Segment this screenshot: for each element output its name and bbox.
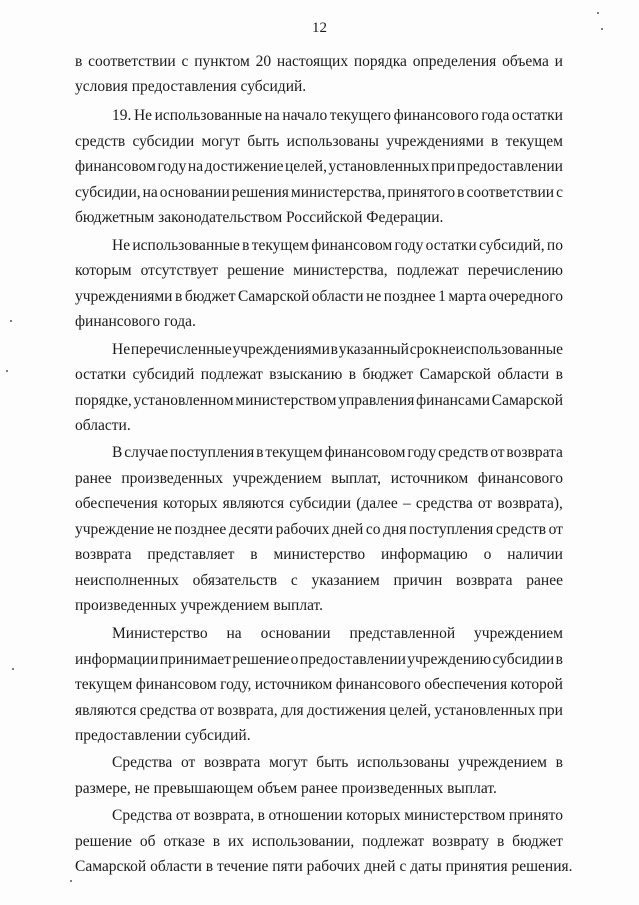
scan-speck (70, 880, 72, 882)
text-line: Не перечисленные учреждениями в указанный срок неиспользованные (112, 341, 563, 358)
text-line: Самарской области в течение пяти рабочих дней с даты принятия решения. (75, 858, 573, 875)
text-line: бюджетным законодательством Российской Федерации. (75, 209, 444, 226)
text-line: размере, не превышающем объем ранее произведенных выплат. (75, 780, 497, 797)
text-line: текущем финансовом году, источником финансового обеспечения которой (75, 676, 563, 693)
scan-speck (597, 12, 599, 14)
text-line: решение об отказе в их использовании, подлежат возврату в бюджет (75, 833, 563, 850)
text-line: неисполненных обязательств с указанием причин возврата ранее (75, 572, 563, 589)
text-line: субсидии, на основании решения министерства, принятого в соответствии с (75, 184, 563, 201)
text-line: являются средства от возврата, для достижения целей, установленных при (75, 702, 563, 719)
text-line: Средства от возврата, в отношении которых министерством принято (112, 807, 563, 824)
text-line: произведенных учреждением выплат. (75, 597, 324, 614)
text-line: средств субсидии могут быть использованы учреждениями в текущем (75, 133, 563, 150)
text-line: В случае поступления в текущем финансовом году средств от возврата (112, 444, 563, 461)
text-line: учреждение не позднее десяти рабочих дней со дня поступления средств от (75, 521, 563, 538)
text-line: области. (75, 417, 131, 434)
text-line: условия предоставления субсидий. (75, 78, 307, 95)
scan-speck (12, 668, 14, 670)
scan-speck (6, 370, 8, 372)
text-line: в соответствии с пунктом 20 настоящих порядка определения объема и (75, 53, 563, 70)
text-line: финансового года. (75, 313, 196, 330)
text-line: Средства от возврата могут быть использованы учреждением в (112, 754, 563, 771)
text-line: Министерство на основании представленной учреждением (112, 625, 563, 642)
scan-speck (601, 28, 603, 30)
text-line: которым отсутствует решение министерства, подлежат перечислению (75, 262, 563, 279)
text-line: порядке, установленном министерством управления финансами Самарской (75, 392, 563, 409)
text-line: Не использованные в текущем финансовом году остатки субсидий, по (112, 237, 563, 254)
text-line: ранее произведенных учреждением выплат, источником финансового (75, 470, 563, 487)
text-line: 19. Не использованные на начало текущего финансового года остатки (112, 107, 563, 124)
scan-speck (10, 320, 12, 322)
text-line: обеспечения которых являются субсидии (далее – средства от возврата), (75, 495, 563, 512)
text-line: информации принимает решение о предоставлении учреждению субсидии в (75, 651, 563, 668)
text-line: учреждениями в бюджет Самарской области не позднее 1 марта очередного (75, 288, 563, 305)
text-line: предоставлении субсидий. (75, 727, 251, 744)
text-line: финансовом году на достижение целей, установленных при предоставлении (75, 158, 563, 175)
text-line: остатки субсидий подлежат взысканию в бюджет Самарской области в (75, 366, 563, 383)
text-line: возврата представляет в министерство информацию о наличии (75, 546, 563, 563)
page-number: 12 (312, 20, 327, 36)
